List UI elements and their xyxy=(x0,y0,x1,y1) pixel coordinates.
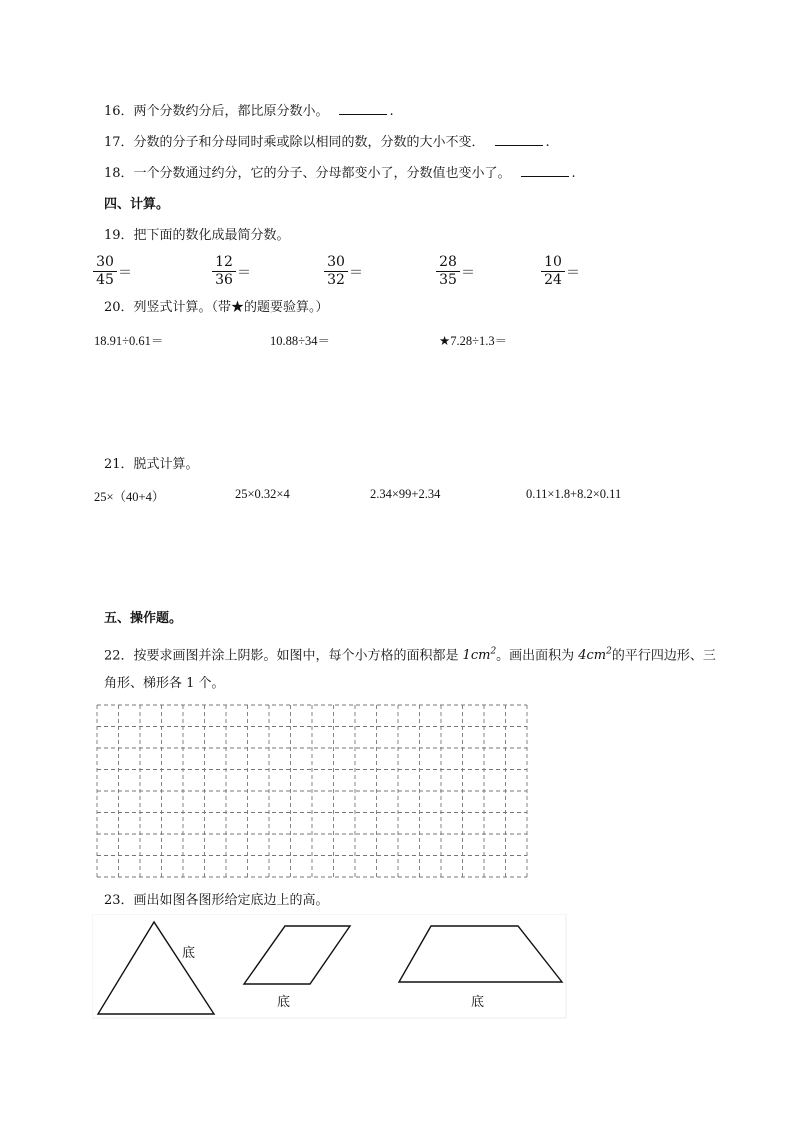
fraction-numerator: 30 xyxy=(96,254,114,270)
triangle-base-label: 底 xyxy=(182,946,196,961)
equals-sign: ＝ xyxy=(349,265,363,281)
question-22-text-1: 22．按要求画图并涂上阴影。如图中，每个小方格的面积都是 xyxy=(104,648,459,664)
unit-cm2-1 xyxy=(463,648,497,663)
unit-cm2-1-base: 1cm xyxy=(462,648,491,664)
unit-cm2-2-sup: 2 xyxy=(606,647,612,657)
answer-blank-16[interactable] xyxy=(339,102,387,115)
equals-sign: ＝ xyxy=(237,265,251,281)
question-16 xyxy=(104,102,394,121)
fraction-denominator: 35 xyxy=(439,272,457,288)
geometry-figures xyxy=(92,914,568,1022)
equals-sign: ＝ xyxy=(566,265,580,281)
question-19: 19．把下面的数化成最简分数。 xyxy=(104,228,290,243)
calc-item-20-3: ★7.28÷1.3＝ xyxy=(439,334,508,348)
parallelogram-shape[interactable] xyxy=(244,926,350,984)
question-18-text: 18．一个分数通过约分，它的分子、分母都变小了，分数值也变小了。 xyxy=(104,166,511,181)
fraction-denominator: 32 xyxy=(327,272,345,288)
question-21: 21．脱式计算。 xyxy=(104,457,199,472)
triangle-shape[interactable] xyxy=(98,922,214,1014)
fraction-denominator: 36 xyxy=(215,272,233,288)
answer-blank-18[interactable] xyxy=(521,164,569,177)
calc-item-20-1: 18.91÷0.61＝ xyxy=(94,334,164,348)
equals-sign: ＝ xyxy=(461,265,475,281)
question-16-text: 16．两个分数约分后，都比原分数小。 xyxy=(104,104,329,119)
fraction-numerator: 28 xyxy=(439,254,457,270)
fraction-denominator: 24 xyxy=(544,272,562,288)
parallelogram-base-label: 底 xyxy=(277,995,291,1010)
question-17-text: 17．分数的分子和分母同时乘或除以相同的数，分数的大小不变． xyxy=(104,135,485,150)
section-5-title: 五、操作题。 xyxy=(104,611,183,626)
calc-item-21-3: 2.34×99+2.34 xyxy=(370,487,441,501)
fraction-1 xyxy=(93,254,132,289)
figures-panel xyxy=(92,914,566,1018)
answer-blank-17[interactable] xyxy=(495,133,543,146)
fraction-2 xyxy=(212,254,251,289)
unit-cm2-1-sup: 2 xyxy=(490,647,497,657)
fraction-denominator: 45 xyxy=(96,272,114,288)
unit-cm2-2-base: 4cm xyxy=(578,648,607,664)
question-20: 20．列竖式计算。（带★的题要验算。） xyxy=(104,300,329,315)
question-22-text-2: 。画出面积为 xyxy=(496,648,575,664)
section-4-title: 四、计算。 xyxy=(104,197,170,212)
equals-sign: ＝ xyxy=(118,265,132,281)
calc-item-21-4: 0.11×1.8+8.2×0.11 xyxy=(526,487,622,501)
unit-cm2-2 xyxy=(578,648,612,663)
question-17-tail: . xyxy=(545,135,550,150)
fraction-numerator: 30 xyxy=(327,254,345,270)
fraction-4 xyxy=(436,254,475,289)
fraction-5 xyxy=(541,254,580,289)
calc-item-20-2: 10.88÷34＝ xyxy=(270,334,330,348)
question-18 xyxy=(104,164,576,183)
question-23: 23．画出如图各图形给定底边上的高。 xyxy=(104,893,329,908)
question-22-line-1 xyxy=(104,643,716,665)
question-17 xyxy=(104,133,550,152)
calc-item-21-1: 25×（40+4） xyxy=(94,490,165,504)
fraction-numerator: 10 xyxy=(544,254,562,270)
question-22-line-2: 角形、梯形各 1 个。 xyxy=(104,676,225,691)
calc-item-21-2: 25×0.32×4 xyxy=(235,487,290,501)
question-18-tail: . xyxy=(571,166,576,181)
question-22-text-3: 的平行四边形、三 xyxy=(611,648,716,664)
trapezoid-base-label: 底 xyxy=(471,995,485,1010)
dashed-square-grid[interactable] xyxy=(96,704,528,878)
fraction-3 xyxy=(324,254,363,289)
trapezoid-shape[interactable] xyxy=(399,926,562,982)
question-16-tail: . xyxy=(389,104,394,119)
fraction-numerator: 12 xyxy=(215,254,233,270)
